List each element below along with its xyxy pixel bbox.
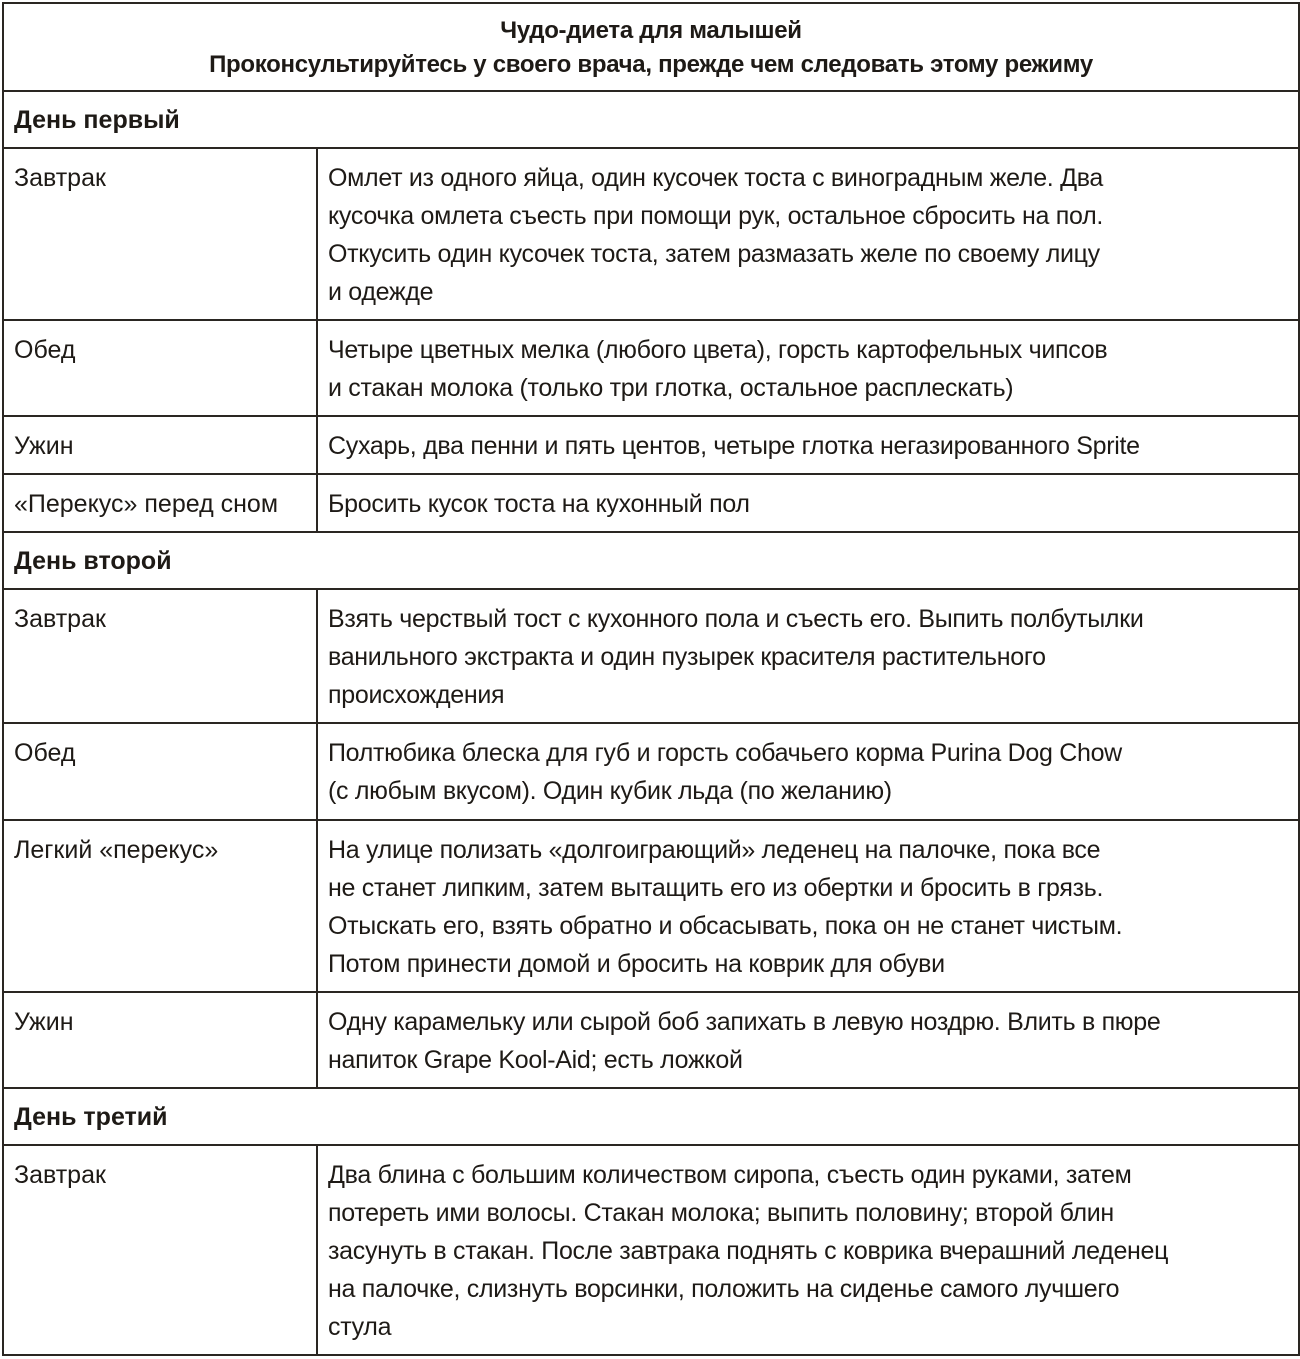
meal-row [3, 148, 1299, 320]
meal-description-line: На улице полизать «долгоиграющий» леденец на палочке, пока все [328, 835, 1101, 864]
meal-description [317, 474, 1299, 532]
meal-name: Обед [3, 320, 317, 416]
meal-description-line: Откусить один кусочек тоста, затем размазать желе по своему лицу [328, 240, 1100, 269]
day-header-row [3, 532, 1299, 589]
meal-name: Завтрак [3, 589, 317, 723]
meal-description-line: и стакан молока (только три глотка, остальное расплескать) [328, 374, 1014, 403]
day-label: День третий [3, 1088, 1299, 1145]
meal-name: «Перекус» перед сном [3, 474, 317, 532]
meal-description-line: Одну карамельку или сырой боб запихать в левую ноздрю. Влить в пюре [328, 1007, 1161, 1036]
day-header-row [3, 1088, 1299, 1145]
meal-row [3, 723, 1299, 819]
meal-name: Ужин [3, 416, 317, 474]
meal-row [3, 820, 1299, 992]
title-line-1: Чудо-диета для малышей [500, 17, 802, 44]
day-label: День первый [3, 91, 1299, 148]
meal-name: Ужин [3, 992, 317, 1088]
title-row [3, 3, 1299, 91]
meal-name: Легкий «перекус» [3, 820, 317, 992]
meal-description-line: происхождения [328, 681, 505, 710]
day-header-row [3, 91, 1299, 148]
meal-description [317, 148, 1299, 320]
meal-description-line: напиток Grape Kool-Aid; есть ложкой [328, 1045, 743, 1074]
diet-table-body [3, 3, 1299, 1355]
meal-description-line: Омлет из одного яйца, один кусочек тоста с виноградным желе. Два [328, 164, 1104, 193]
meal-description-line: не станет липким, затем вытащить его из обертки и бросить в грязь. [328, 873, 1104, 902]
meal-description-line: и одежде [328, 278, 434, 307]
meal-description [317, 416, 1299, 474]
meal-name: Обед [3, 723, 317, 819]
meal-row [3, 474, 1299, 532]
meal-description-line: Бросить кусок тоста на кухонный пол [328, 490, 750, 519]
title-line-2: Проконсультируйтесь у своего врача, прежде чем следовать этому режиму [209, 51, 1093, 78]
day-label: День второй [3, 532, 1299, 589]
meal-description [317, 1145, 1299, 1355]
meal-description-line: стула [328, 1312, 392, 1341]
meal-row [3, 416, 1299, 474]
meal-description-line: потереть ими волосы. Стакан молока; выпить половину; второй блин [328, 1198, 1114, 1227]
meal-description-line: (с любым вкусом). Один кубик льда (по желанию) [328, 777, 892, 806]
meal-description-line: Взять черствый тост с кухонного пола и съесть его. Выпить полбутылки [328, 605, 1144, 634]
meal-description-line: Полтюбика блеска для губ и горсть собачьего корма Purina Dog Chow [328, 739, 1122, 768]
meal-description [317, 320, 1299, 416]
meal-description-line: Четыре цветных мелка (любого цвета), горсть картофельных чипсов [328, 336, 1108, 365]
meal-description [317, 992, 1299, 1088]
meal-description [317, 820, 1299, 992]
meal-name: Завтрак [3, 148, 317, 320]
meal-description-line: ванильного экстракта и один пузырек красителя растительного [328, 643, 1046, 672]
meal-description-line: Два блина с большим количеством сиропа, съесть один руками, затем [328, 1160, 1132, 1189]
meal-row [3, 1145, 1299, 1355]
meal-row [3, 589, 1299, 723]
meal-name: Завтрак [3, 1145, 317, 1355]
meal-description-line: кусочка омлета съесть при помощи рук, остальное сбросить на пол. [328, 202, 1104, 231]
meal-description [317, 589, 1299, 723]
meal-description-line: на палочке, слизнуть ворсинки, положить на сиденье самого лучшего [328, 1274, 1120, 1303]
meal-description-line: Потом принести домой и бросить на коврик для обуви [328, 949, 945, 978]
meal-description-line: Отыскать его, взять обратно и обсасывать, пока он не станет чистым. [328, 911, 1123, 940]
meal-description-line: засунуть в стакан. После завтрака поднять с коврика вчерашний леденец [328, 1236, 1169, 1265]
diet-table [2, 2, 1300, 1356]
meal-row [3, 320, 1299, 416]
meal-row [3, 992, 1299, 1088]
table-title [3, 3, 1299, 91]
meal-description-line: Сухарь, два пенни и пять центов, четыре глотка негазированного Sprite [328, 432, 1140, 461]
meal-description [317, 723, 1299, 819]
